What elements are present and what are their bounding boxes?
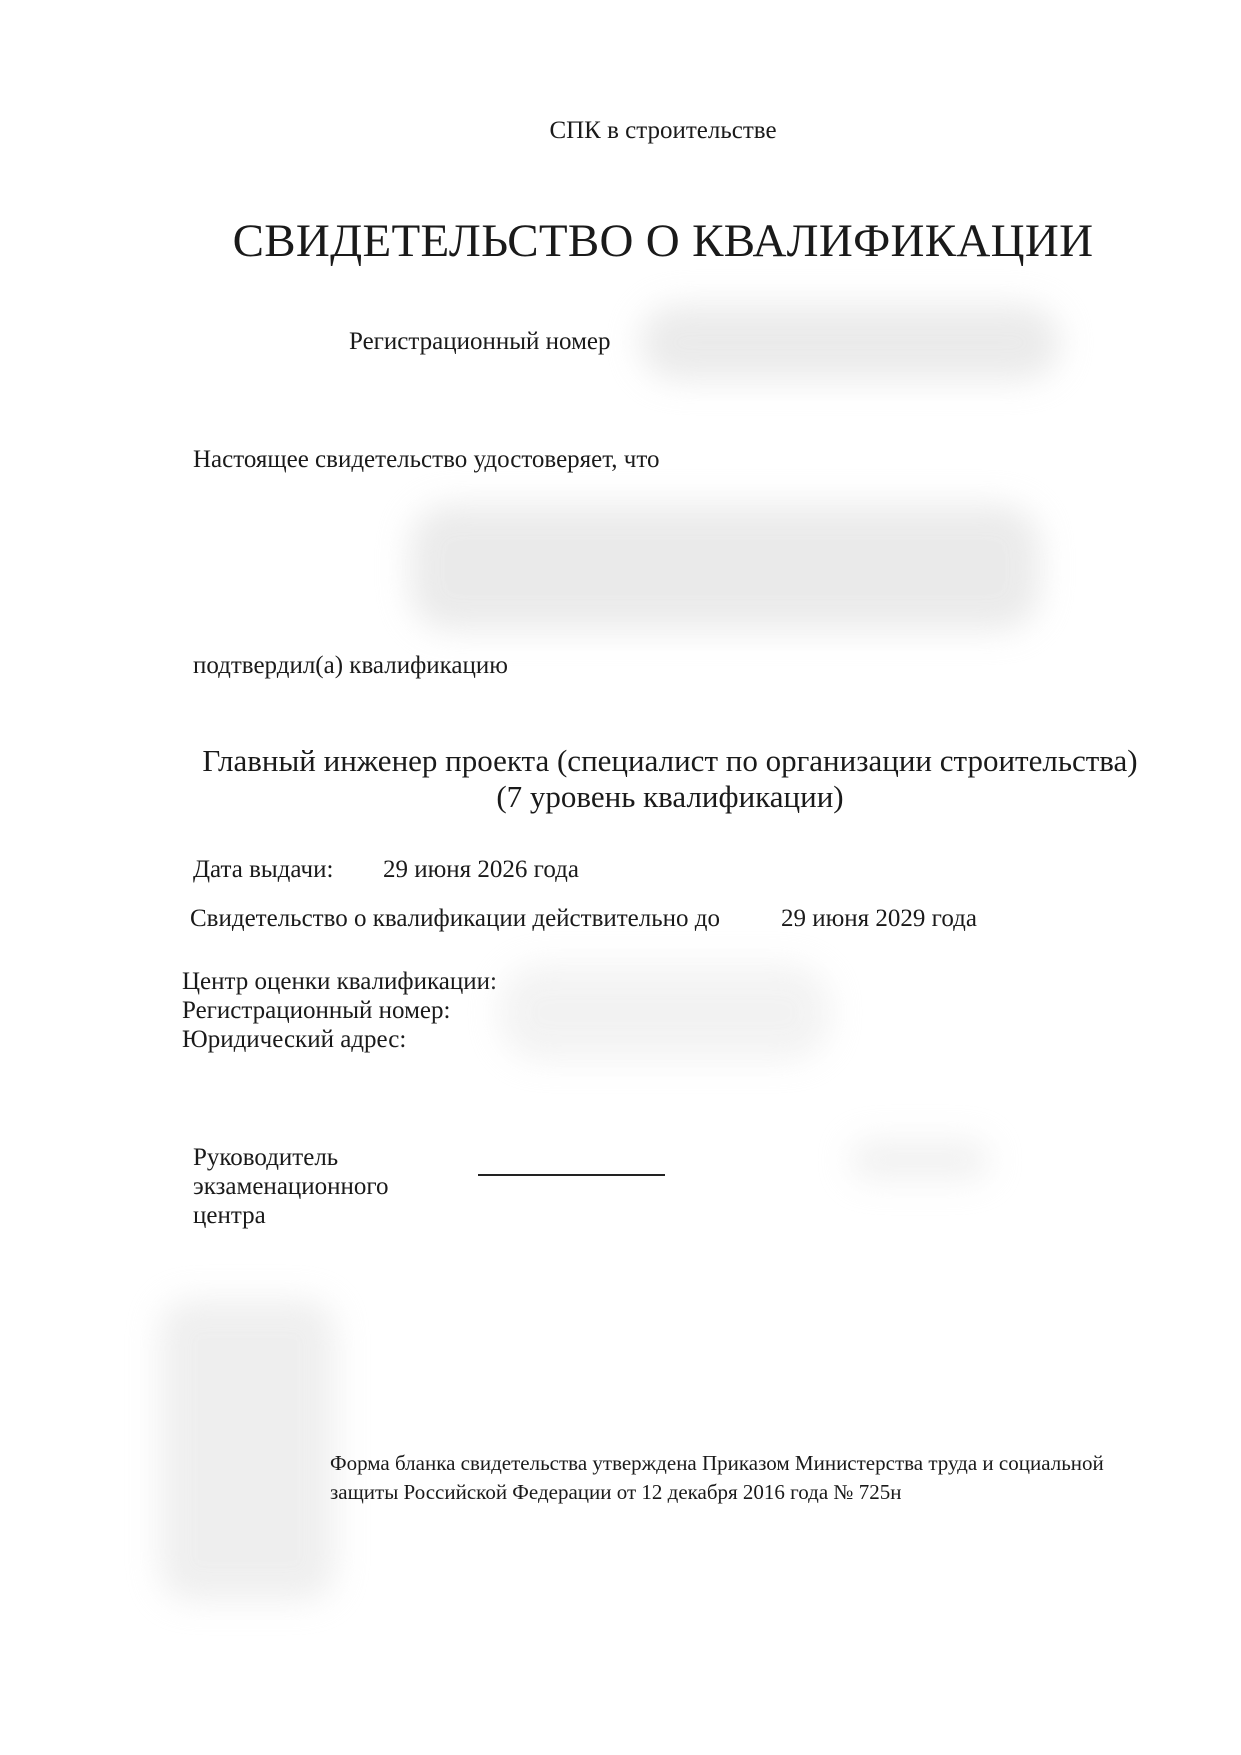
qualification-name: Главный инженер проекта (специалист по организации строительства) (7 уровень квалификации) [202,743,1138,814]
form-approval-note: Форма бланка свидетельства утверждена Приказом Министерства труда и социальной защиты Российской Федерации от 12 декабря 2016 года № 725н [330,1451,1104,1504]
assessment-center-details-redacted [500,965,830,1060]
head-of-center-label: Руководитель экзаменационного центра [193,1144,389,1229]
signature-line [478,1174,665,1176]
holder-name-redacted [410,505,1040,630]
organization-name: СПК в строительстве [549,117,777,144]
assessment-center-label: Центр оценки квалификации: [182,968,497,995]
valid-until-value: 29 июня 2029 года [781,905,977,932]
registration-number-label: Регистрационный номер [349,328,611,355]
issue-date-label: Дата выдачи: [193,856,334,883]
registration-number-redacted [640,305,1060,380]
valid-until-label: Свидетельство о квалификации действительно до [190,905,720,932]
assessment-center-reg-number-label: Регистрационный номер: [182,997,451,1024]
stamp-redacted [160,1300,335,1600]
document-title: СВИДЕТЕЛЬСТВО О КВАЛИФИКАЦИИ [232,215,1094,267]
issue-date-value: 29 июня 2026 года [383,856,579,883]
confirmed-text: подтвердил(а) квалификацию [193,652,508,679]
assessment-center-address-label: Юридический адрес: [182,1026,407,1053]
intro-text: Настоящее свидетельство удостоверяет, что [193,446,660,473]
head-name-redacted [850,1140,990,1180]
